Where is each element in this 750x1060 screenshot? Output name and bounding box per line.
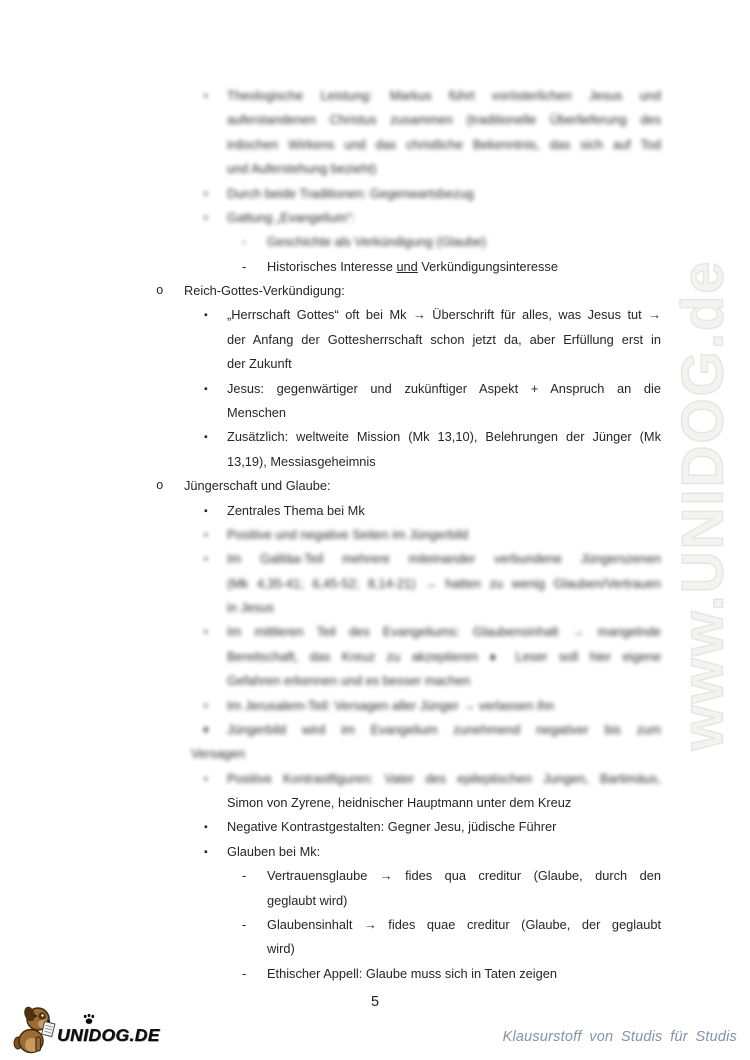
- doc-line: Im mittleren Teil des Evangeliums: Glaubensinhalt → mangelnde: [227, 624, 661, 640]
- bullet-dash-icon: -: [242, 965, 247, 981]
- doc-line: Im Jerusalem-Teil: Versagen aller Jünger → verlassen ihn: [227, 697, 555, 713]
- doc-line: „Herrschaft Gottes“ oft bei Mk → Überschrift für alles, was Jesus tut →: [227, 307, 661, 323]
- doc-line: (Mk 4,35-41; 6,45-52; 8,14-21) → hatten zu wenig Glauben/Vertrauen: [227, 575, 661, 591]
- doc-line: der Anfang der Gottesherrschaft schon jetzt da, aber Erfüllung erst in: [227, 331, 661, 347]
- doc-line: Im Galiläa-Teil mehrere miteinander verbundene Jüngerszenen: [227, 551, 661, 567]
- doc-line: Glauben bei Mk:: [227, 843, 321, 859]
- doc-line: Gattung „Evangelium“:: [227, 209, 356, 225]
- doc-line: Jüngerbild wird im Evangelium zunehmend negativer bis zum: [227, 721, 661, 737]
- bullet-dash-icon: -: [242, 234, 247, 250]
- doc-line: Vertrauensglaube → fides qua creditur (Glaube, durch den: [267, 868, 661, 884]
- doc-line: Positive Kontrastfiguren: Vater des epileptischen Jungen, Bartimäus,: [227, 770, 661, 786]
- bullet-sq-icon: ▪: [204, 553, 208, 566]
- bullet-sq-icon: ▪: [204, 821, 208, 834]
- bullet-dash-icon: -: [242, 868, 247, 884]
- doc-line: Negative Kontrastgestalten: Gegner Jesu, jüdische Führer: [227, 819, 557, 835]
- bullet-sq-icon: ▪: [204, 211, 208, 224]
- footer-slogan: Klausurstoff von Studis für Studis: [502, 1029, 737, 1045]
- doc-line: Zusätzlich: weltweite Mission (Mk 13,10), Belehrungen der Jünger (Mk: [227, 429, 661, 445]
- doc-line: 13,19), Messiasgeheimnis: [227, 453, 376, 469]
- watermark: www.UNIDOG.de: [670, 259, 736, 751]
- doc-line: geglaubt wird): [267, 892, 348, 908]
- doc-line: Bereitschaft, das Kreuz zu akzeptieren ♦ Leser soll hier eigene: [227, 648, 661, 664]
- bullet-sq-icon: ▪: [204, 187, 208, 200]
- doc-line: Jüngerschaft und Glaube:: [184, 478, 331, 494]
- bullet-sq-icon: ▪: [204, 90, 208, 102]
- doc-line: Geschichte als Verkündigung (Glaube): [267, 234, 487, 250]
- doc-line: Versagen: [191, 746, 246, 762]
- doc-line: und Auferstehung bezieht): [227, 161, 377, 177]
- doc-line: Menschen: [227, 404, 287, 420]
- doc-line: Ethischer Appell: Glaube muss sich in Taten zeigen: [267, 965, 557, 981]
- doc-line: der Zukunft: [227, 356, 292, 372]
- doc-line: in Jesus: [227, 600, 274, 615]
- doc-line: wird): [267, 941, 295, 957]
- doc-line: auferstandenen Christus zusammen (traditionelle Überlieferung des: [227, 112, 661, 128]
- doc-line: Glaubensinhalt → fides quae creditur (Glaube, der geglaubt: [267, 916, 661, 932]
- doc-line: Durch beide Traditionen: Gegenwartsbezug: [227, 185, 474, 201]
- page-number: 5: [370, 994, 380, 1010]
- doc-line: Theologische Leistung: Markus führt vorösterlichen Jesus und: [227, 88, 661, 103]
- doc-line: Simon von Zyrene, heidnischer Hauptmann unter dem Kreuz: [227, 795, 572, 810]
- doc-line: Gefahren erkennen und es besser machen: [227, 673, 471, 689]
- paw-icon: [83, 1014, 95, 1025]
- bullet-sq-icon: ▪: [204, 845, 208, 858]
- bullet-sq-icon: ▪: [204, 772, 208, 785]
- bullet-sq-icon: ▪: [204, 431, 208, 444]
- doc-line: Zentrales Thema bei Mk: [227, 502, 365, 518]
- brand-text: UNIDOG.DE: [57, 1025, 160, 1045]
- bullet-sq-icon: ▪: [204, 504, 208, 517]
- bullet-o-icon: o: [156, 479, 164, 494]
- bullet-sq-icon: ▪: [204, 528, 208, 541]
- dog-mascot-icon: [13, 1005, 57, 1055]
- doc-line: Positive und negative Seiten im Jüngerbild: [227, 526, 469, 542]
- bullet-sq-icon: ▪: [204, 382, 208, 395]
- doc-line: Reich-Gottes-Verkündigung:: [184, 283, 345, 298]
- bullet-sq-icon: ▪: [204, 309, 208, 322]
- bullet-dia-icon: ♦: [203, 723, 209, 736]
- bullet-sq-icon: ▪: [204, 699, 208, 712]
- unidog-logo: [13, 1005, 163, 1057]
- bullet-dash-icon: -: [242, 916, 247, 932]
- bullet-o-icon: o: [156, 284, 164, 298]
- bullet-sq-icon: ▪: [204, 626, 208, 639]
- doc-line: irdischen Wirkens und das christliche Bekenntnis, das sich auf Tod: [227, 136, 661, 152]
- doc-line: Historisches Interesse und Verkündigungsinteresse: [267, 258, 558, 274]
- bullet-dash-icon: -: [242, 258, 247, 274]
- doc-line: Jesus: gegenwärtiger und zukünftiger Aspekt + Anspruch an die: [227, 380, 661, 396]
